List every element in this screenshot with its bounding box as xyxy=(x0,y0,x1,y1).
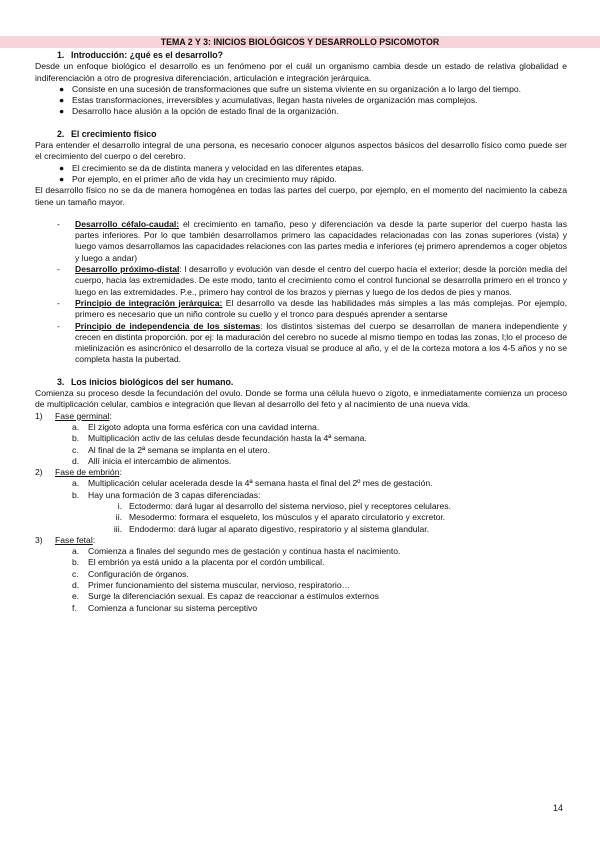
document-body xyxy=(35,50,567,614)
bullet-icon: ● xyxy=(59,106,65,117)
development-principles xyxy=(35,219,567,366)
list-item: ii. Mesodermo: formara el esqueleto, los músculos y el aparato circulatorio y excretor. xyxy=(115,512,446,523)
principle-item: - Principio de integración jerárquica: El desarrollo va desde las habilidades más simples a las más complejas. Por ejemplo, primero es necesario que un niño controle su cuello y el tronco para después aprender a sentarse xyxy=(57,297,568,320)
list-item: c. Al final de la 2ª semana se implanta en el utero. xyxy=(72,444,270,455)
bullet-icon: ● xyxy=(59,83,65,94)
phase-germinal-items xyxy=(35,422,567,467)
phase-embryo: 2) Fase de embrión: xyxy=(35,467,122,478)
list-item: ● Estas transformaciones, irreversibles y acumulativas, llegan hasta niveles de organización mas complejos. xyxy=(59,95,478,106)
document-title: TEMA 2 Y 3: INICIOS BIOLÓGICOS Y DESARROLLO PSICOMOTOR xyxy=(0,36,600,48)
list-item: b. El embrión ya está unido a la placenta por el cordón umbilical. xyxy=(72,557,325,568)
germ-layers-list xyxy=(35,501,567,535)
bullet-icon: ● xyxy=(59,95,65,106)
bullet-icon: ● xyxy=(59,162,65,173)
phase-fetal: 3) Fase fetal: xyxy=(35,534,96,545)
list-item: ● El crecimiento se da de distinta manera y velocidad en las diferentes etapas. xyxy=(59,162,364,173)
section-1-bullets xyxy=(35,84,567,118)
section-3-heading: 3. Los inicios biológicos del ser humano. xyxy=(57,376,234,387)
page-number: 14 xyxy=(553,803,564,813)
list-item: a. El zigoto adopta una forma esférica con una cavidad interna. xyxy=(72,421,320,432)
list-item: c. Configuración de órganos. xyxy=(72,568,189,579)
list-item: d. Allí inicia el intercambio de alimentos. xyxy=(72,455,232,466)
section-1-intro: Desde un enfoque biológico el desarrollo es un fenómeno por el cuál un organismo cambia desde un estado de relativa globalidad e indiferenciación a otro de progresiva diferenciación, articulación e integración jerárquica. xyxy=(35,61,567,83)
principle-item: - Desarrollo próximo-distal: l desarrollo y evolución van desde el centro del cuerpo hacia el exterior; desde la porción media del cuerpo, hacia las extremidades. De este modo, tanto el crecimiento como el control funcional se desarrolla primero en el tronco y luego en las extremidades. P.e., primero hay control de los brazos y piernas y luego de los dedos de pies y manos. xyxy=(57,264,567,297)
list-item: ● Por ejemplo, en el primer año de vida hay un crecimiento muy rápido. xyxy=(59,173,337,184)
bullet-icon: ● xyxy=(59,173,65,184)
list-item: b. Hay una formación de 3 capas diferenciadas: xyxy=(72,489,261,500)
principle-item: - Principio de independencia de los sistemas: los distintos sistemas del cuerpo se desarrollan de manera independiente y crecen en distinta proporción. por ej: la maduración del cerebro no sucede al mismo tiempo en todas las zonas, l;lo el proceso de mielinización es asincrónico el desarrollo de la corteza visual se produce al año, y el de la corteza motora a los 4-5 años y no se completa hasta la pubertad. xyxy=(57,320,567,365)
phase-germinal: 1) Fase germinal: xyxy=(35,410,112,421)
principle-item: - Desarrollo céfalo-caudal: el crecimiento en tamaño, peso y diferenciación va desde la parte superior del cuerpo hasta las partes inferiores. Por lo que también desarrollamos primero las capacidades relacionadas con las zonas superiores (vista) y luego vamos desarrollamos las capacidades relaciones con las partes media e inferiores (ej primero aprendemos a coger objetos y luego a andar) xyxy=(57,218,568,263)
list-item: i. Ectodermo: dará lugar al desarrollo del sistema nervioso, piel y receptores celulares. xyxy=(117,500,451,511)
section-2-bullets xyxy=(35,163,567,186)
phase-embryo-items xyxy=(35,478,567,501)
section-2-intro: Para entender el desarrollo integral de una persona, es necesario conocer algunos aspectos básicos del desarrollo físico como puede ser el crecimiento del cuerpo o del cerebro. xyxy=(35,140,567,162)
section-3-intro: Comienza su proceso desde la fecundación del ovulo. Donde se forma una célula huevo o zigoto, e inmediatamente comienza un proceso de multiplicación celular, cambios e integración que llevan al desarrollo del feto y al nacimiento de una nueva vida. xyxy=(35,388,567,410)
list-item: f. Comienza a funcionar su sistema perceptivo xyxy=(72,602,258,613)
list-item: b. Multiplicación activ de las celulas desde fecundación hasta la 4ª semana. xyxy=(72,433,367,444)
section-2-paragraph: El desarrollo físico no se da de manera homogénea en todas las partes del cuerpo, por ejemplo, en el momento del nacimiento la cabeza tiene un tamaño mayor. xyxy=(35,185,567,207)
list-item: ● Desarrollo hace alusión a la opción de estado final de la organización. xyxy=(59,106,339,117)
phase-fetal-items xyxy=(35,546,567,614)
section-1-heading: 1. Introducción: ¿qué es el desarrollo? xyxy=(57,50,224,60)
list-item: e. Surge la diferenciación sexual. Es capaz de reaccionar a estímulos externos xyxy=(72,591,379,602)
list-item: a. Multiplicación celular acelerada desde la 4ª semana hasta el final del 2º mes de gestación. xyxy=(72,478,433,489)
list-item: ● Consiste en una sucesión de transformaciones que sufre un sistema viviente en su organización a lo largo del tiempo. xyxy=(59,83,522,94)
list-item: iii. Endodermo: dará lugar al aparato digestivo, respiratorio y al sistema glandular. xyxy=(113,523,429,534)
list-item: a. Comienza a finales del segundo mes de gestación y continua hasta el nacimiento. xyxy=(72,546,401,557)
list-item: d. Primer funcionamiento del sistema muscular, nervioso, respiratorio… xyxy=(72,580,351,591)
section-2-heading: 2. El crecimiento físico xyxy=(57,128,157,139)
